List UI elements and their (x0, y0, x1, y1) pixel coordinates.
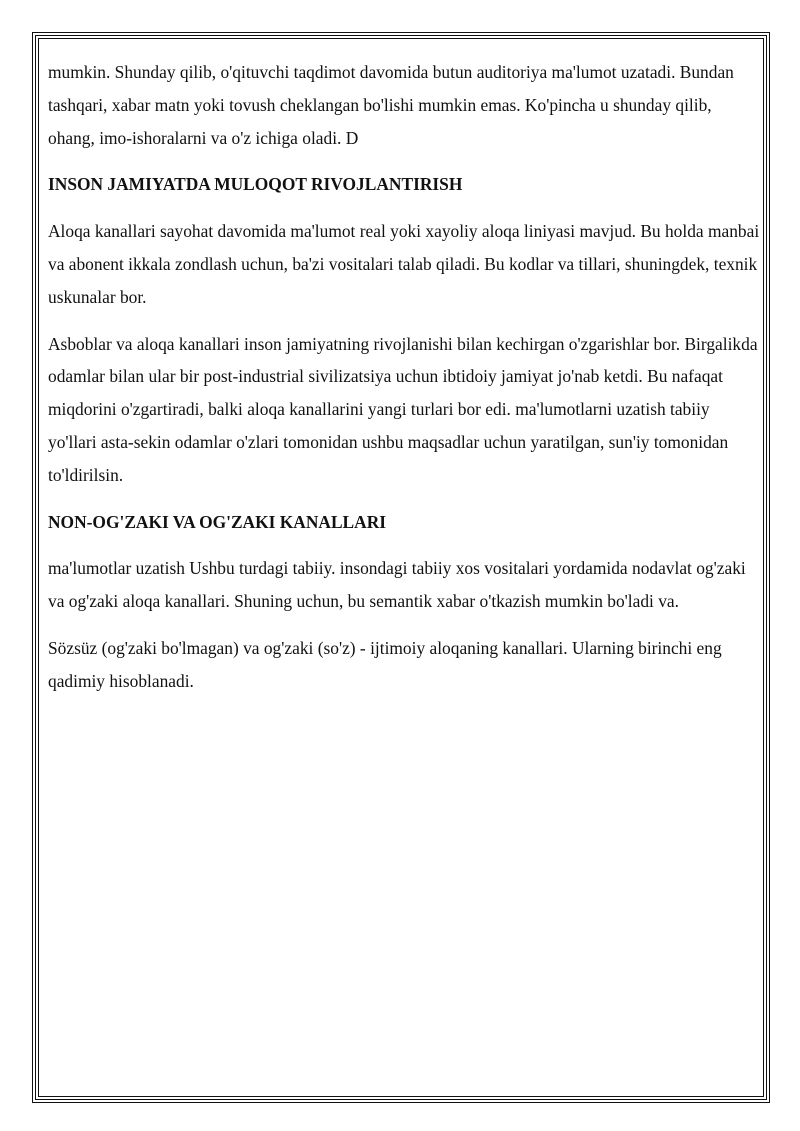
document-body (48, 56, 760, 712)
paragraph-intro: mumkin. Shunday qilib, o'qituvchi taqdimot davomida butun auditoriya ma'lumot uzatadi. Bundan tashqari, xabar matn yoki tovush cheklangan bo'lishi mumkin emas. Ko'pincha u shunday qilib, ohang, imo-ishoralarni va o'z ichiga oladi. D (48, 62, 734, 148)
paragraph-malumotlar-uzatish: ma'lumotlar uzatish Ushbu turdagi tabiiy. insondagi tabiiy xos vositalari yordamida nodavlat og'zaki va og'zaki aloqa kanallari. Shuning uchun, bu semantik xabar o'tkazish mumkin bo'ladi va. (48, 558, 746, 612)
paragraph-sozsuz: Sözsüz (og'zaki bo'lmagan) va og'zaki (so'z) - ijtimoiy aloqaning kanallari. Ularning birinchi eng qadimiy hisoblanadi. (48, 637, 722, 691)
paragraph-aloqa-kanallari: Aloqa kanallari sayohat davomida ma'lumot real yoki xayoliy aloqa liniyasi mavjud. Bu holda manbai va abonent ikkala zondlash uchun, ba'zi vositalari talab qiladi. Bu kodlar va tillari, shuningdek, texnik uskunalar bor. (48, 221, 760, 307)
heading-non-ogzaki: NON-OG'ZAKI VA OG'ZAKI KANALLARI (48, 511, 387, 532)
paragraph-asboblar: Asboblar va aloqa kanallari inson jamiyatning rivojlanishi bilan kechirgan o'zgarishlar bor. Birgalikda odamlar bilan ular bir post-industrial sivilizatsiya uchun ibtidoiy jamiyat jo'nab ketdi. Bu nafaqat miqdorini o'zgartiradi, balki aloqa kanallarini yangi turlari bor edi. ma'lumotlarni uzatish tabiiy yo'llari asta-sekin odamlar o'zlari tomonidan ushbu maqsadlar uchun yaratilgan, sun'iy tomonidan to'ldirilsin. (48, 333, 758, 485)
heading-inson-jamiyatda: INSON JAMIYATDA MULOQOT RIVOJLANTIRISH (48, 174, 463, 195)
